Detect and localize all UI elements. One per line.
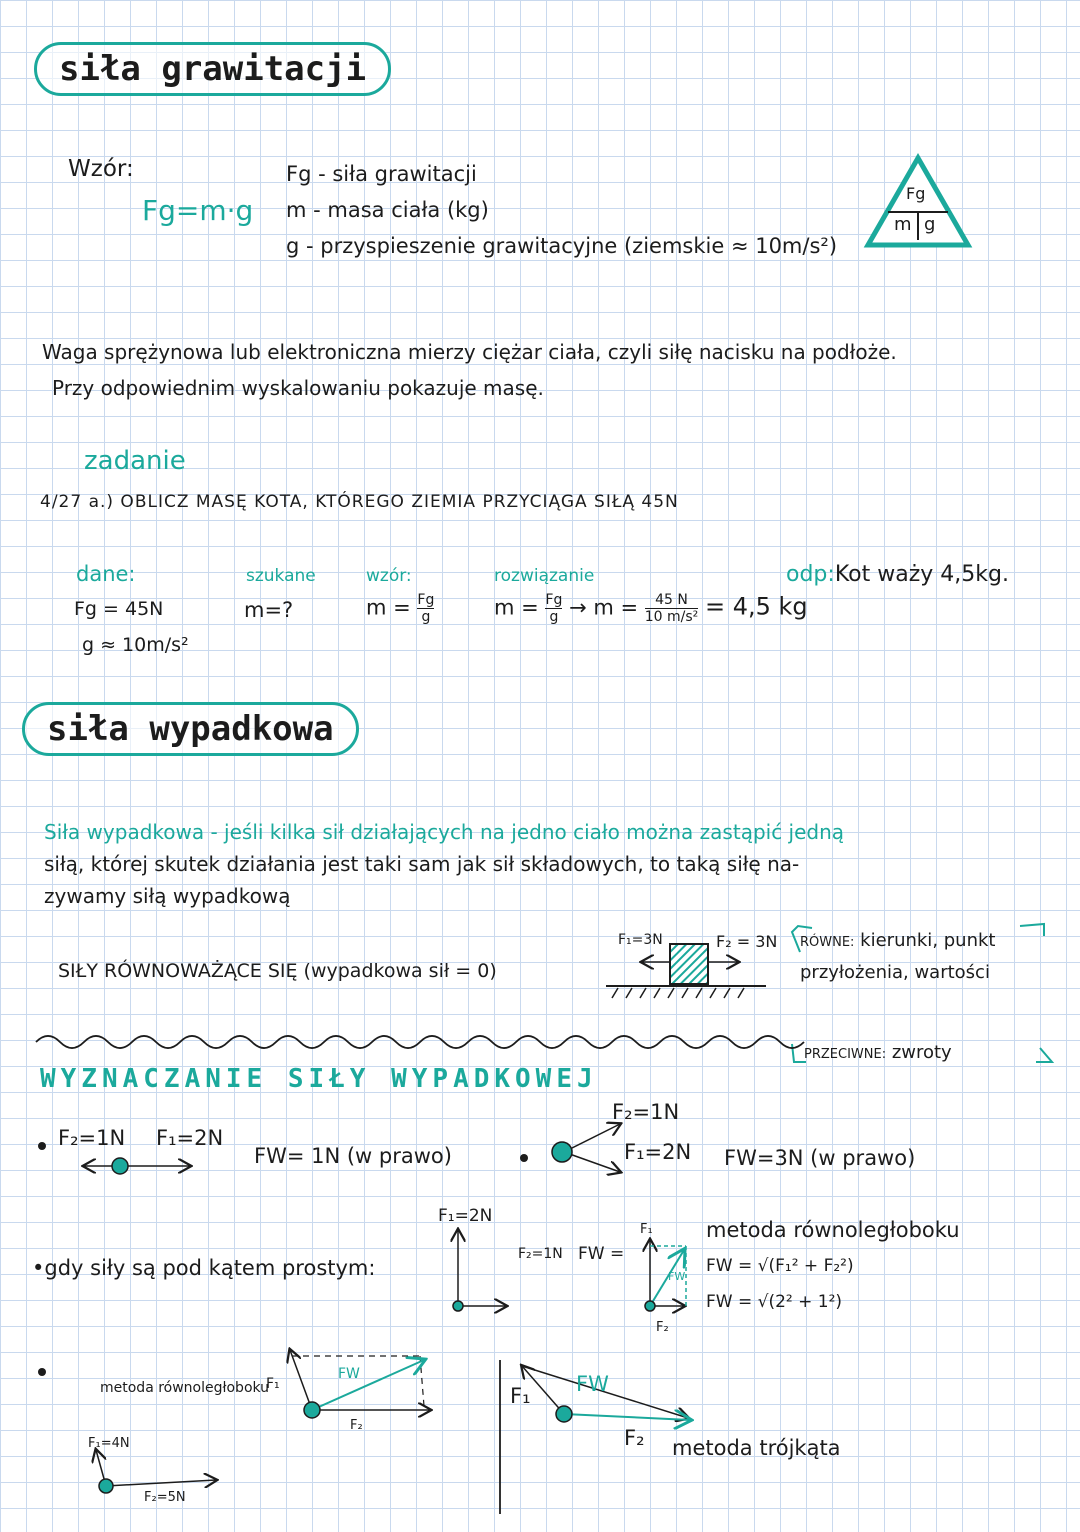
task-formula-num: Fg xyxy=(417,592,435,608)
ra-f1-label: F₁=2N xyxy=(438,1206,493,1226)
solution-part2: → m = xyxy=(569,595,639,620)
formula-sqrt-1: FW = √(F₁² + F₂²) xyxy=(706,1256,854,1276)
method-triangle: metoda trójkąta xyxy=(672,1436,841,1460)
td-f2-label: F₂ xyxy=(624,1426,645,1450)
title-text: siła grawitacji xyxy=(59,49,367,89)
pd-fw-label: FW xyxy=(338,1366,360,1382)
rp-f2-label: F₂ xyxy=(656,1320,669,1335)
opposite-text: zwroty xyxy=(891,1042,952,1063)
sought-value: m=? xyxy=(244,598,294,622)
task-formula-lhs: m = xyxy=(366,595,411,620)
ex3-method: metoda równoległoboku xyxy=(100,1380,270,1396)
opposite-label: PRZECIWNE: xyxy=(804,1047,887,1062)
f1-label: F₁=3N xyxy=(618,932,663,948)
task-label: zadanie xyxy=(84,446,186,476)
rp-fw-label: FW xyxy=(668,1270,686,1283)
ex3-f1-label: F₁=4N xyxy=(88,1436,130,1451)
def-line-2: siłą, której skutek działania jest taki sam jak sił składowych, to taką siłę na- xyxy=(44,852,800,876)
method-parallelogram: metoda równoległoboku xyxy=(706,1218,960,1242)
ex2-f1-arrow xyxy=(564,1152,620,1172)
rp-f1-label: F₁ xyxy=(640,1222,653,1237)
given-1: Fg = 45N xyxy=(74,598,164,620)
ex2-result: FW=3N (w prawo) xyxy=(724,1146,916,1170)
formula-sqrt-2: FW = √(2² + 1²) xyxy=(706,1292,843,1312)
ex2-bullet xyxy=(520,1154,528,1162)
pd-dash-right xyxy=(420,1356,424,1406)
task-statement: 4/27 a.) OBLICZ MASĘ KOTA, KTÓREGO ZIEMIA PRZYCIĄGA SIŁĄ 45N xyxy=(40,492,679,512)
equal-line2: przyłożenia, wartości xyxy=(800,962,990,983)
ex2-f1-label: F₁=2N xyxy=(624,1140,692,1164)
solution-frac2-den: 10 m/s² xyxy=(644,609,699,625)
given-label: dane: xyxy=(76,562,136,586)
td-fw-arrow xyxy=(564,1414,690,1420)
right-angle-text: •gdy siły są pod kątem prostym: xyxy=(32,1256,376,1280)
formula-label-task: wzór: xyxy=(366,566,412,586)
solution-result: = 4,5 kg xyxy=(704,592,808,621)
ex1-f1-label: F₁=2N xyxy=(156,1126,224,1150)
pd-f1-label: F₁ xyxy=(266,1376,280,1392)
solution-label: rozwiązanie xyxy=(494,566,595,586)
solution-frac2-num: 45 N xyxy=(645,592,699,609)
note-line-1: Waga sprężynowa lub elektroniczna mierzy ciężar ciała, czyli siłę nacisku na podłoże. xyxy=(42,340,897,364)
ex1-bullet xyxy=(38,1142,46,1150)
section-heading-determining: WYZNACZANIE SIŁY WYPADKOWEJ xyxy=(40,1064,598,1094)
formula-label: Wzór: xyxy=(68,156,134,182)
task-formula-den: g xyxy=(421,609,431,625)
answer-label: odp: xyxy=(786,562,835,587)
f2-label: F₂ = 3N xyxy=(716,932,778,951)
solution-part1: m = xyxy=(494,595,539,620)
rp-body xyxy=(645,1301,655,1311)
td-body xyxy=(556,1406,572,1422)
td-fw-label: FW xyxy=(576,1372,609,1396)
ex3-body xyxy=(99,1479,113,1493)
def-line-3: zywamy siłą wypadkową xyxy=(44,884,291,908)
ex3-bullet xyxy=(38,1368,46,1376)
ex3-f2-arrow xyxy=(106,1480,216,1486)
solution-frac1-num: Fg xyxy=(545,592,563,608)
ra-f2-label: F₂=1N xyxy=(518,1246,563,1262)
ex1-body xyxy=(112,1158,128,1174)
pd-f2-label: F₂ xyxy=(350,1418,363,1433)
pd-body xyxy=(304,1402,320,1418)
ex2-body xyxy=(552,1142,572,1162)
triangle-left: m xyxy=(894,214,912,235)
ra-fw-label: FW = xyxy=(578,1244,625,1264)
pd-fw-arrow xyxy=(312,1360,424,1410)
definition-fg: Fg - siła grawitacji xyxy=(286,162,477,186)
pd-f1-arrow xyxy=(290,1350,312,1410)
ex1-result: FW= 1N (w prawo) xyxy=(254,1144,452,1168)
ex2-f2-arrow xyxy=(564,1124,620,1152)
equal-text1: kierunki, punkt xyxy=(860,930,996,951)
ex2-f2-label: F₂=1N xyxy=(612,1100,680,1124)
td-f1-label: F₁ xyxy=(510,1384,531,1408)
sought-label: szukane xyxy=(246,566,316,586)
ex3-f2-label: F₂=5N xyxy=(144,1490,186,1505)
given-2: g ≈ 10m/s² xyxy=(82,634,189,656)
ex1-f2-label: F₂=1N xyxy=(58,1126,126,1150)
triangle-top: Fg xyxy=(906,184,926,203)
balanced-forces: SIŁY RÓWNOWAŻĄCE SIĘ (wypadkowa sił = 0) xyxy=(58,960,497,982)
triangle-right: g xyxy=(924,214,936,235)
definition-g: g - przyspieszenie grawitacyjne (ziemskie ≈ 10m/s²) xyxy=(286,234,838,258)
answer-text: Kot waży 4,5kg. xyxy=(834,562,1009,587)
solution-frac1-den: g xyxy=(549,609,559,625)
formula-main: Fg=m·g xyxy=(142,194,254,227)
equal-label: RÓWNE: xyxy=(800,935,855,950)
def-line-1-text: Siła wypadkowa - jeśli kilka sił działających na jedno ciało można zastąpić jedną xyxy=(44,820,845,844)
ra-body xyxy=(453,1301,463,1311)
title-text-resultant: siła wypadkowa xyxy=(47,709,334,749)
note-line-2: Przy odpowiednim wyskalowaniu pokazuje masę. xyxy=(52,376,544,400)
definition-m: m - masa ciała (kg) xyxy=(286,198,489,222)
